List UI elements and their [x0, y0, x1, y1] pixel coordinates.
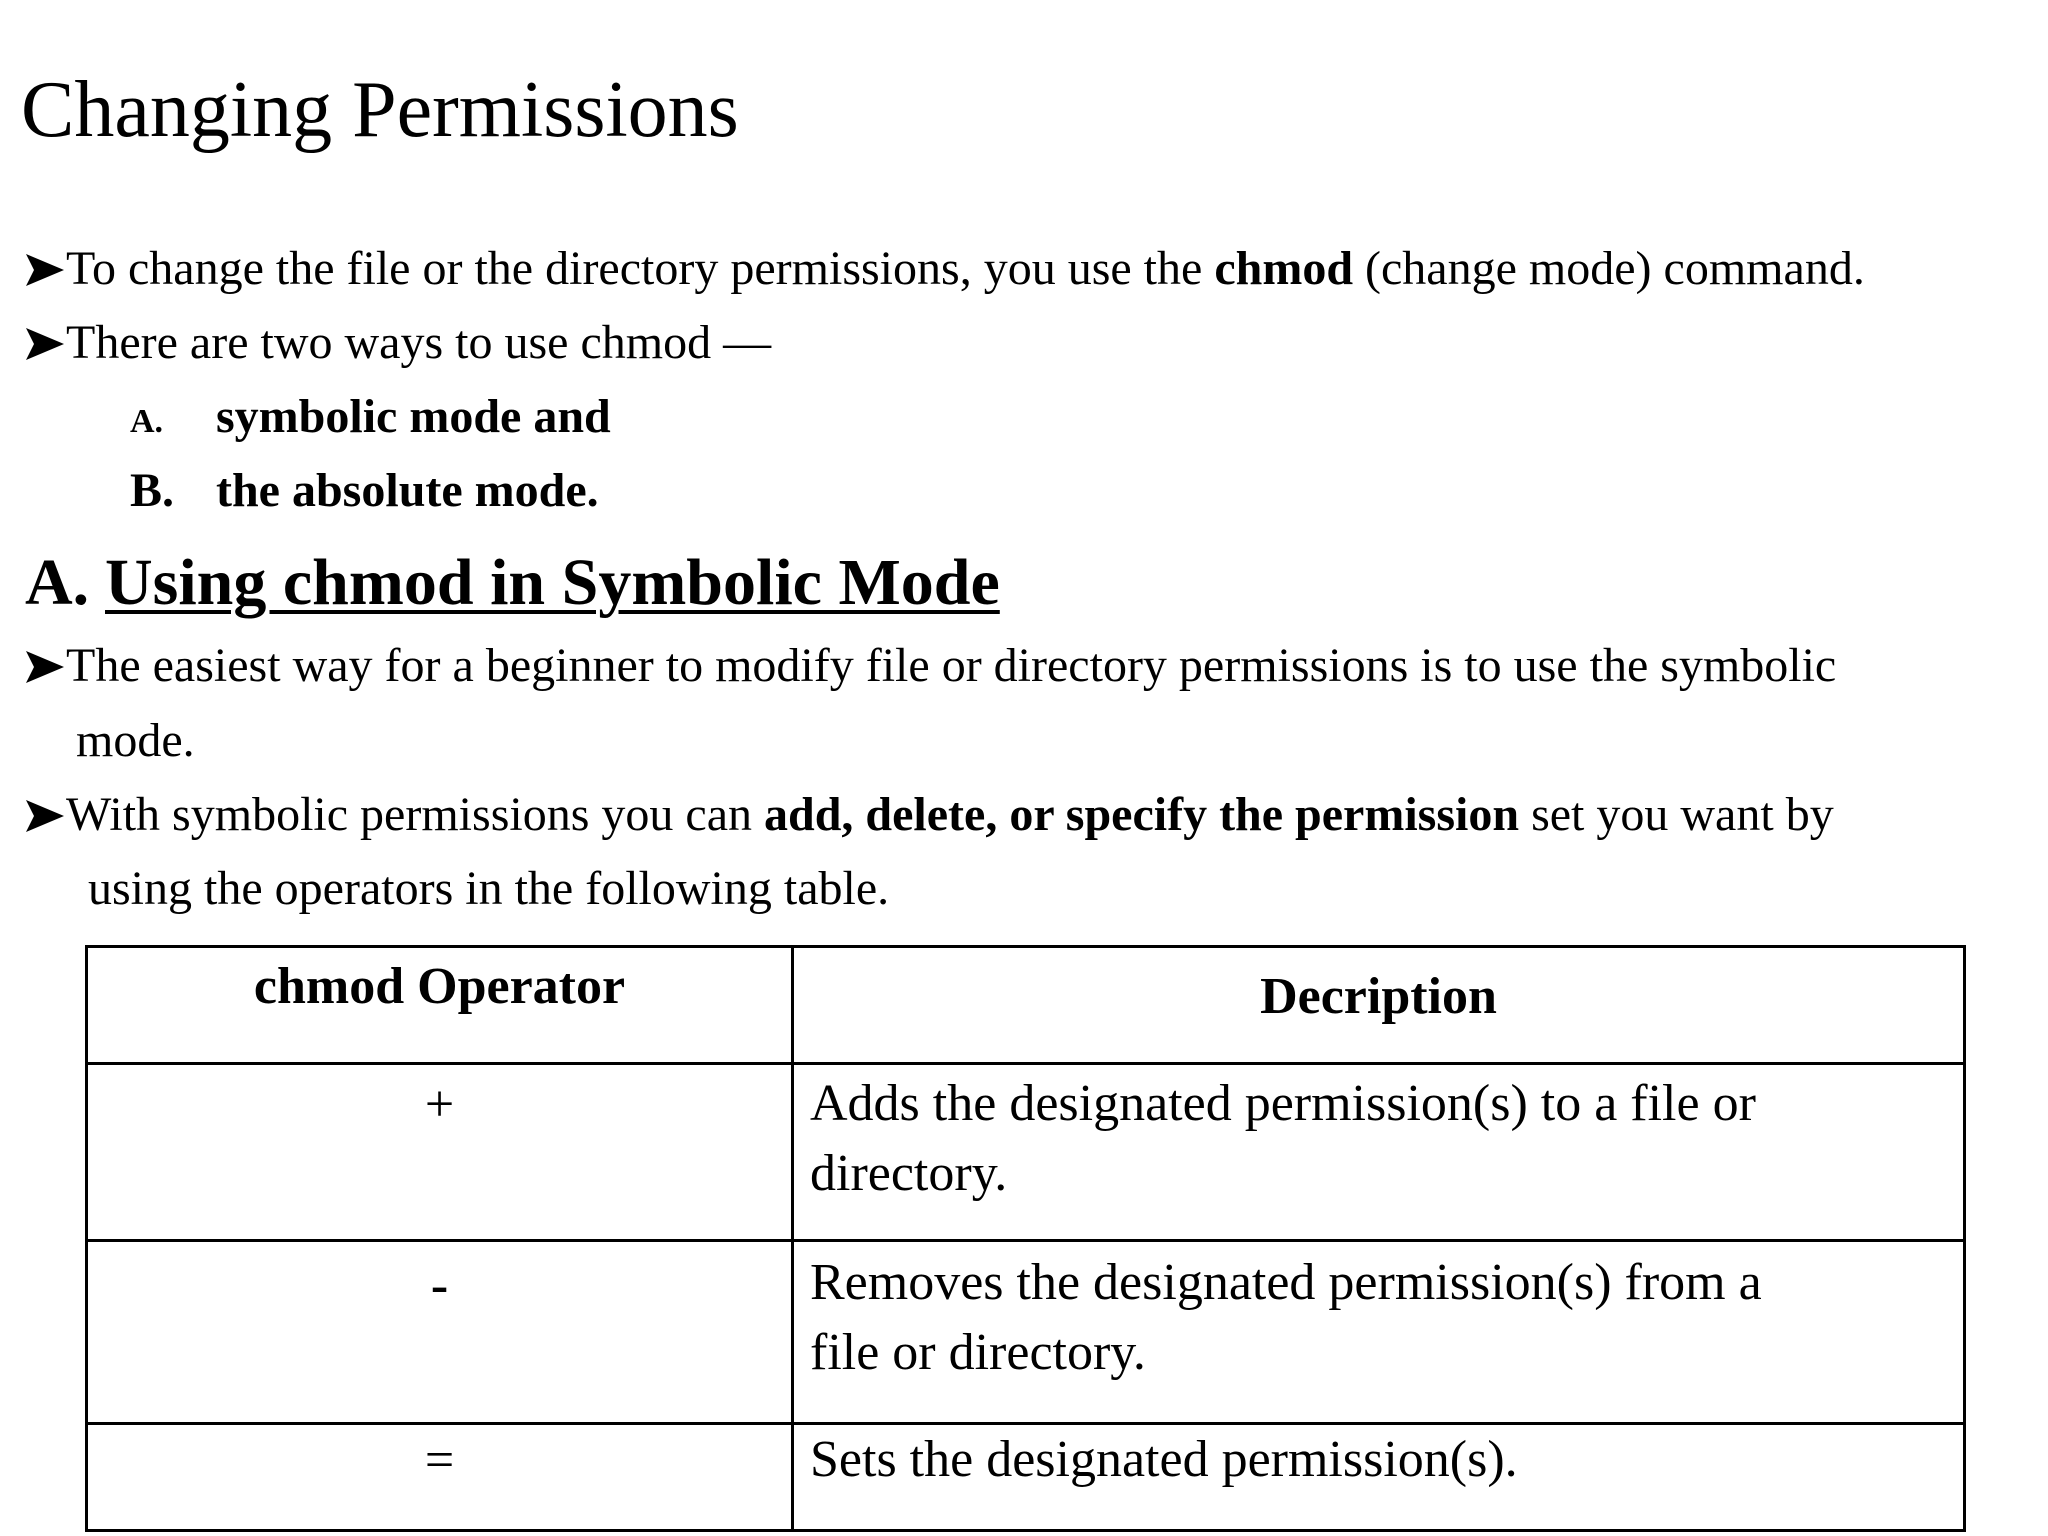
- table-row: [87, 1064, 1965, 1241]
- operator-cell: -: [87, 1240, 793, 1423]
- table-row: [87, 1423, 1965, 1530]
- list-marker: B.: [130, 464, 175, 517]
- slide-title: Changing Permissions: [21, 66, 739, 154]
- bullet-text-end: set you want by: [1519, 788, 1834, 841]
- description-line: Sets the designated permission(s).: [810, 1430, 1518, 1488]
- chmod-operator-table: [85, 945, 1966, 1532]
- operator-cell: +: [87, 1064, 793, 1241]
- list-marker: A.: [130, 403, 164, 440]
- bullet-text: The easiest way for a beginner to modify file or directory permissions is to use the symbolic: [66, 639, 1837, 692]
- table-row: [87, 1240, 1965, 1423]
- arrowhead-bullet-icon: [24, 314, 66, 372]
- arrowhead-bullet-icon: [24, 786, 66, 844]
- list-item-text: the absolute mode.: [216, 464, 599, 517]
- bullet-easiest-way: [24, 637, 1836, 695]
- table-header-row: [87, 947, 1965, 1064]
- bullet-easiest-way-continued: mode.: [76, 714, 195, 767]
- section-title: Using chmod in Symbolic Mode: [105, 546, 1000, 619]
- bullet-text-end: (change mode) command.: [1353, 242, 1865, 295]
- description-line: Adds the designated permission(s) to a file or: [810, 1075, 1756, 1133]
- bullet-text: To change the file or the directory permissions, you use the: [66, 242, 1215, 295]
- description-cell: [793, 1423, 1965, 1530]
- section-heading: [25, 543, 1000, 623]
- arrowhead-bullet-icon: [24, 240, 66, 298]
- description-cell: [793, 1064, 1965, 1241]
- arrowhead-bullet-icon: [24, 637, 66, 695]
- bullet-symbolic-operators-continued: using the operators in the following table.: [88, 862, 890, 915]
- operator-cell: =: [87, 1423, 793, 1530]
- table-header-operator: chmod Operator: [87, 947, 793, 1064]
- bullet-symbolic-operators: [24, 786, 1834, 844]
- bullet-bold-operations: add, delete, or specify the permission: [764, 788, 1520, 841]
- description-cell: [793, 1240, 1965, 1423]
- section-marker: A.: [25, 546, 90, 619]
- bullet-chmod-intro: [24, 240, 1865, 298]
- bullet-text: With symbolic permissions you can: [66, 788, 764, 841]
- bullet-two-ways: [24, 314, 771, 372]
- bullet-text: There are two ways to use chmod —: [66, 316, 772, 369]
- description-line: directory.: [810, 1145, 1008, 1203]
- description-line: file or directory.: [810, 1323, 1146, 1381]
- description-line: Removes the designated permission(s) from a: [810, 1253, 1762, 1311]
- list-item-a: [130, 388, 611, 451]
- bullet-bold-command: chmod: [1214, 242, 1354, 295]
- list-item-text: symbolic mode and: [216, 390, 611, 443]
- table-header-description: Decription: [793, 947, 1965, 1064]
- list-item-b: [130, 462, 599, 520]
